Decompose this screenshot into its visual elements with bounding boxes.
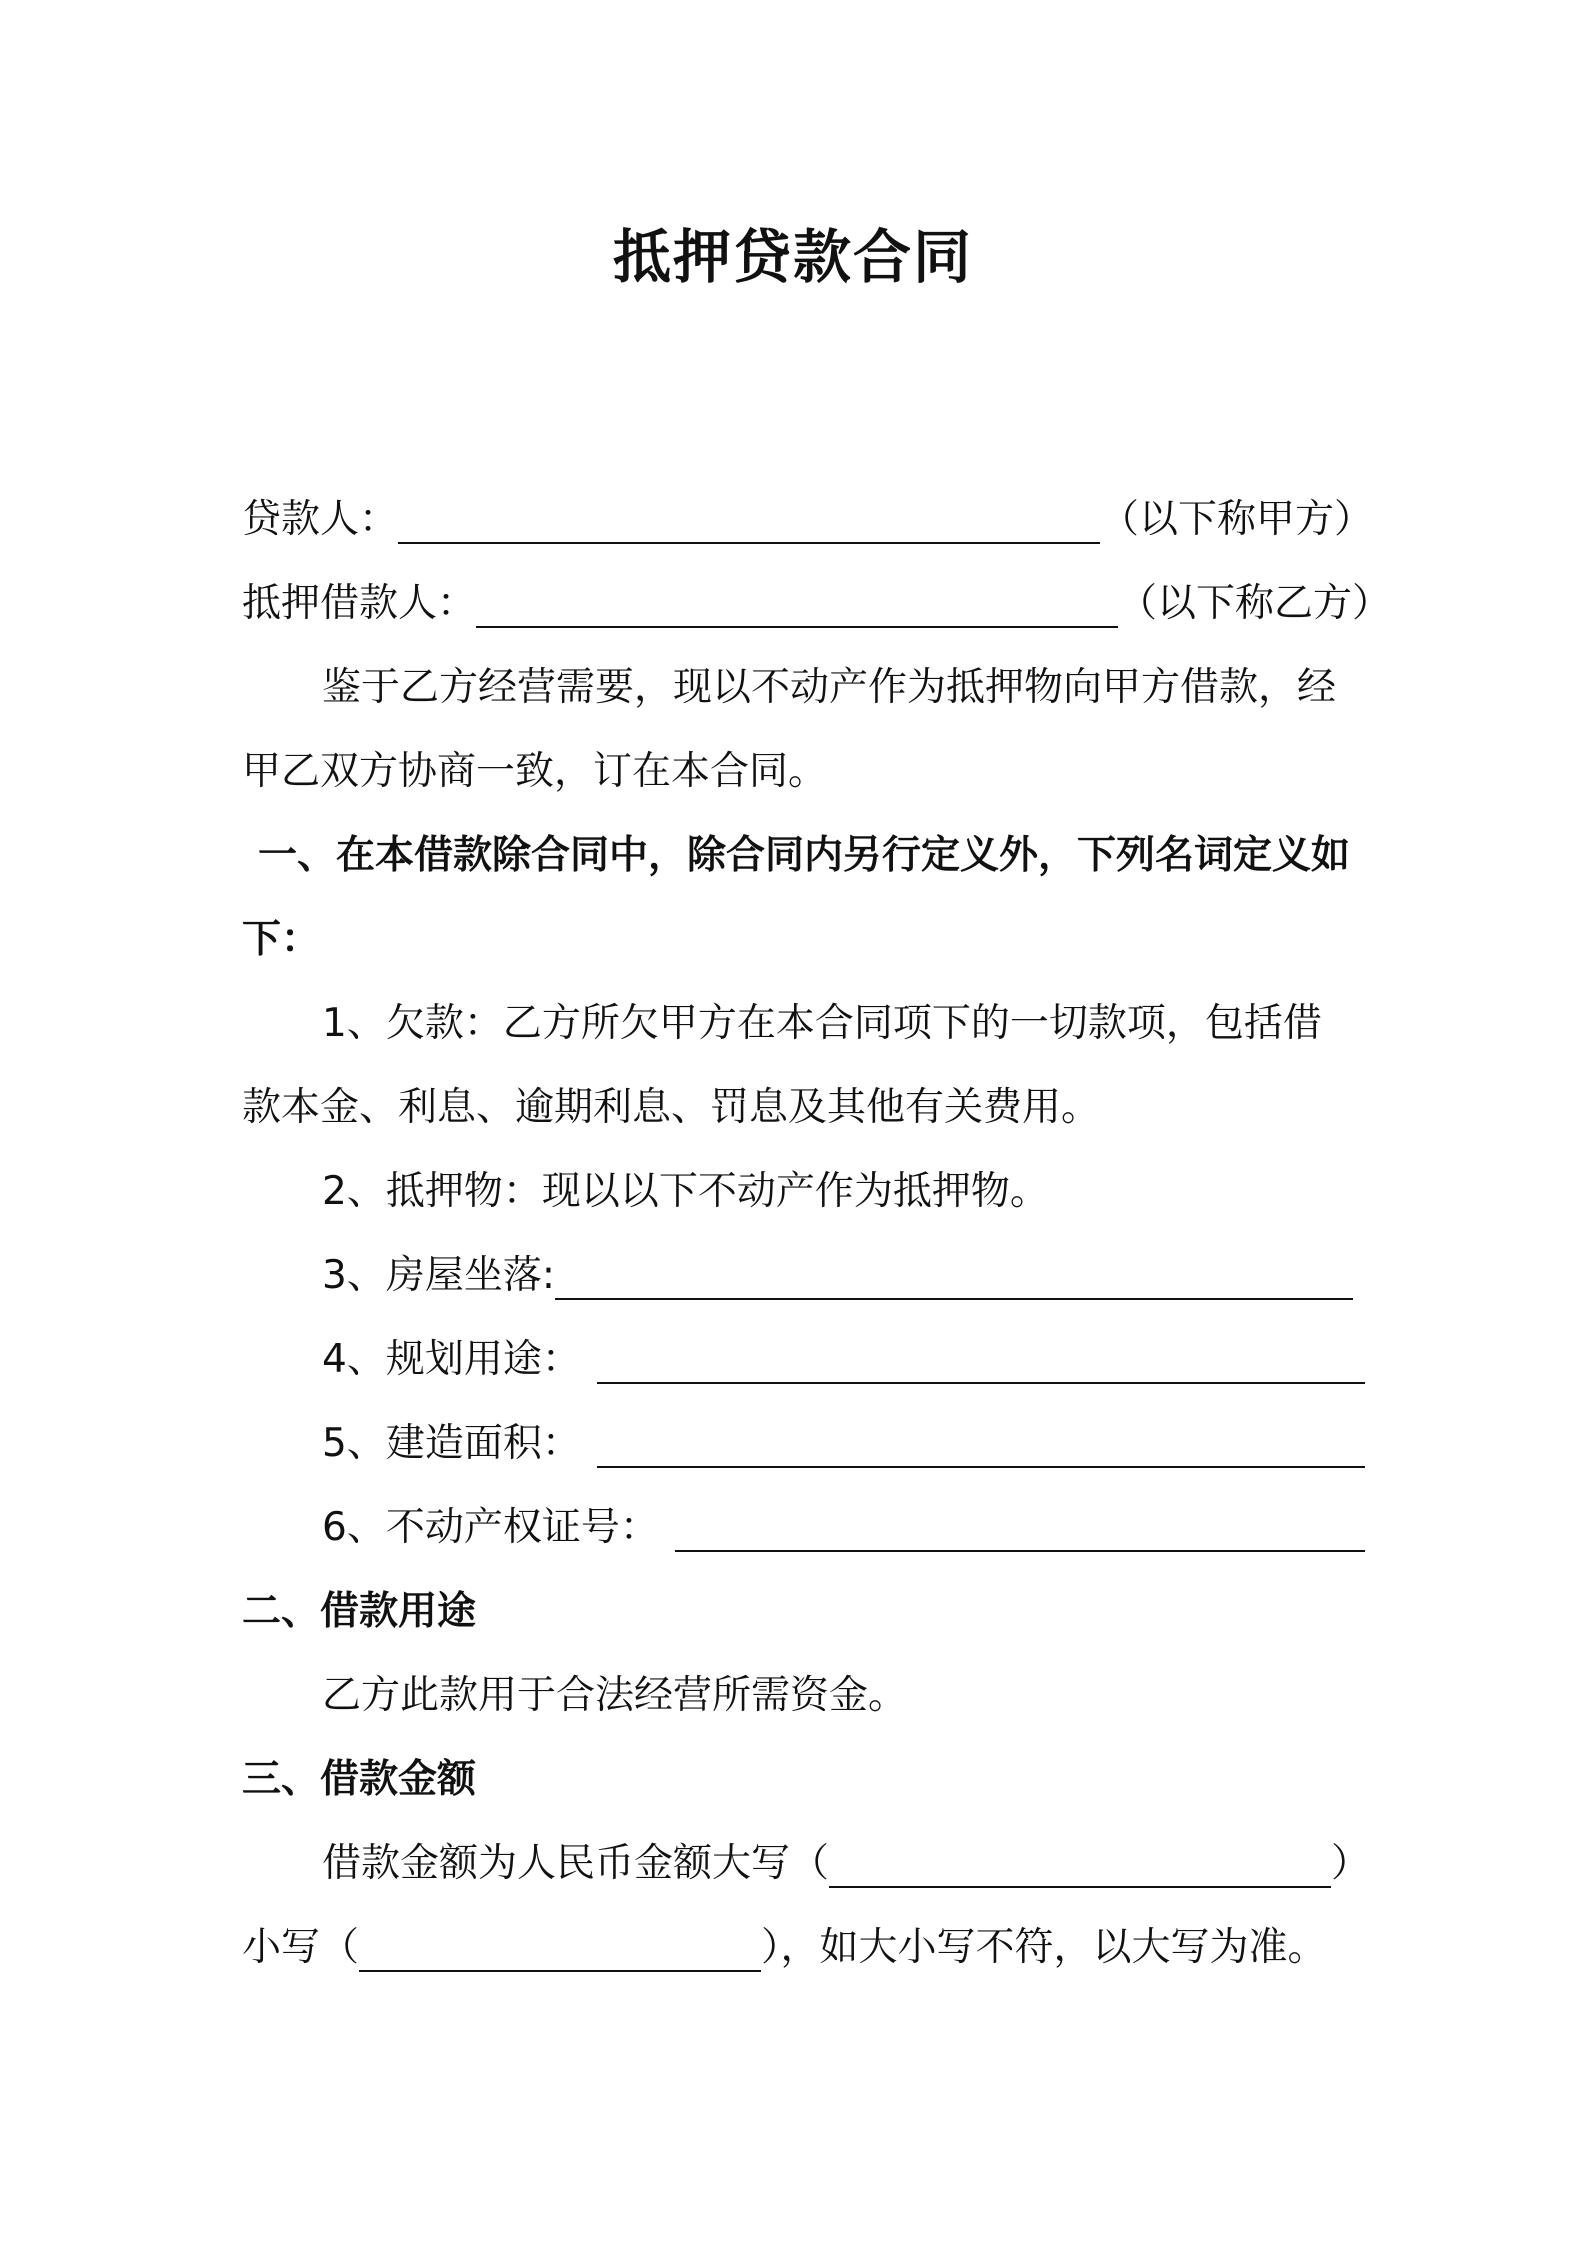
item1-line-1: 1、欠款：乙方所欠甲方在本合同项下的一切款项，包括借 [322, 1001, 1322, 1046]
item1-line-2: 款本金、利息、逾期利息、罚息及其他有关费用。 [242, 1085, 1101, 1130]
borrower-blank-field[interactable] [476, 580, 1118, 628]
section3-heading: 三、借款金额 [242, 1757, 477, 1802]
item3-line [322, 1246, 1353, 1306]
item3-label: 3、房屋坐落: [322, 1253, 555, 1298]
section2-body: 乙方此款用于合法经营所需资金。 [322, 1673, 908, 1718]
amount-uppercase-close: ） [1331, 1841, 1371, 1886]
amount-lowercase-line [242, 1918, 1327, 1978]
amount-uppercase-label: 借款金额为人民币金额大写（ [322, 1841, 830, 1886]
borrower-line [242, 574, 1391, 634]
section1-heading-line-2: 下： [242, 917, 321, 962]
building-area-field[interactable] [597, 1420, 1365, 1468]
item2-line: 2、抵押物：现以以下不动产作为抵押物。 [322, 1169, 1049, 1214]
item4-line [322, 1330, 1365, 1390]
item6-line [322, 1498, 1365, 1558]
borrower-suffix: （以下称乙方） [1118, 581, 1392, 626]
lender-suffix: （以下称甲方） [1100, 497, 1374, 542]
intro-line-2: 甲乙双方协商一致，订在本合同。 [242, 749, 828, 794]
planned-use-field[interactable] [597, 1336, 1365, 1384]
lender-line [242, 490, 1373, 550]
lender-blank-field[interactable] [398, 496, 1100, 544]
house-location-field[interactable] [555, 1252, 1353, 1300]
amount-uppercase-line [322, 1834, 1370, 1894]
section2-heading: 二、借款用途 [242, 1589, 477, 1634]
property-certificate-field[interactable] [675, 1504, 1365, 1552]
document-title: 抵押贷款合同 [612, 223, 973, 291]
section1-heading-line-1: 一、在本借款除合同中，除合同内另行定义外，下列名词定义如 [258, 833, 1351, 878]
amount-lowercase-suffix: ），如大小写不符，以大写为准。 [761, 1925, 1327, 1970]
lender-label: 贷款人： [242, 497, 399, 542]
amount-lowercase-field[interactable] [359, 1924, 761, 1972]
intro-line-1: 鉴于乙方经营需要，现以不动产作为抵押物向甲方借款，经 [322, 665, 1337, 710]
amount-lowercase-label: 小写（ [242, 1925, 360, 1970]
item6-label: 6、不动产权证号： [322, 1505, 659, 1550]
amount-uppercase-field[interactable] [829, 1840, 1331, 1888]
item5-line [322, 1414, 1365, 1474]
borrower-label: 抵押借款人： [242, 581, 477, 626]
item5-label: 5、建造面积： [322, 1421, 581, 1466]
item4-label: 4、规划用途： [322, 1337, 581, 1382]
